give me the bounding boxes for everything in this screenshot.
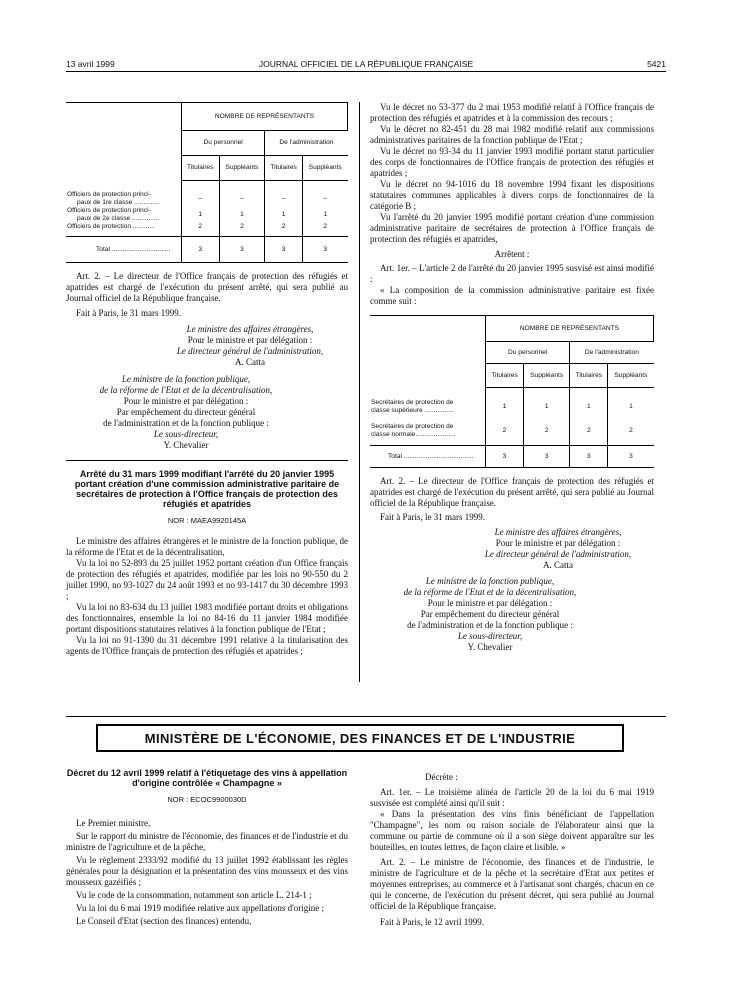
table-col-header: Suppléants <box>608 364 654 388</box>
table-row: Officiers de protection ............ 2 2 2 2 <box>66 223 348 237</box>
section-rule <box>66 716 666 717</box>
article-1-text: « La composition de la commission administrative paritaire est fixée comme suit : <box>370 285 654 306</box>
table-row: Officiers de protection princi- paux de 2e classe ............... 1 1 1 1 <box>66 207 348 223</box>
table-header: NOMBRE DE REPRÉSENTANTS <box>182 103 348 131</box>
signature-block: Le ministre de la fonction publique, de la réforme de l'Etat et de la décentralisation, Pour le ministre et par délégation : Par empêchement du directeur général de l'administration et de la fonction publique : Le sous-directeur, Y. Chevalier <box>403 576 577 652</box>
table-group-header: De l'administration <box>570 342 654 364</box>
table-col-header: Titulaires <box>486 364 524 388</box>
paragraph: Vu le décret no 93-34 du 11 janvier 1993 modifié portant statut particulier des corps de fonctionnaires de l'Office français de protection des réfugiés et apatrides ; <box>370 146 654 178</box>
table-row: Secrétaires de protection de classe supérieure ................ 1 1 1 1 <box>370 396 654 418</box>
signature-block: Le ministre de la fonction publique, de la réforme de l'Etat et de la décentralisation, Pour le ministre et par délégation : Par empêchement du directeur général de l'administration et de la fonction publique : Le sous-directeur, Y. Chevalier <box>99 374 273 450</box>
table-total-row: Total ...................................... 3 3 3 3 <box>370 446 654 468</box>
table-header: NOMBRE DE REPRÉSENTANTS <box>486 316 654 342</box>
paragraph: Vu l'arrêté du 20 janvier 1995 modifié portant création d'une commission administrative paritaire de secrétaires de protection à l'Office français de protection des réfugiés et apatrides, <box>370 212 654 244</box>
paragraph: Vu le règlement 2333/92 modifié du 13 juillet 1992 établissant les règles générales pour la désignation et la présentation des vins mousseux et des vins mousseux gazéifiés ; <box>66 855 348 887</box>
article-2: Art. 2. – Le ministre de l'économie, des finances et de l'industrie, le ministre de l'agriculture et de la pêche et la secrétaire d'Etat aux petites et moyennes entreprises, au commerce et à l'artisanat sont chargés, chacun en ce qui le concerne, de l'exécution du présent décret, qui sera publié au Journal officiel de la République française. <box>370 857 654 911</box>
table-group-header: Du personnel <box>486 342 570 364</box>
paragraph: Vu la loi no 83-634 du 13 juillet 1983 modifiée portant droits et obligations des fonctionnaires, ensemble la loi no 84-16 du 11 janvier 1984 modifiée portant dispositions statutaires relatives à la fonction publique de l'Etat ; <box>66 602 348 634</box>
fait-date: Fait à Paris, le 31 mars 1999. <box>380 512 485 522</box>
fait-date: Fait à Paris, le 31 mars 1999. <box>76 308 181 318</box>
table-total-row: Total ................................ 3 3 3 3 <box>66 237 348 263</box>
paragraph: Vu la loi no 52-893 du 25 juillet 1952 portant création d'un Office français de protection des réfugiés et apatrides, modifiée par les lois no 90-550 du 2 juillet 1990, no 93-1027 du 24 août 1993 et no 93-1417 du 30 décembre 1993 ; <box>66 558 348 601</box>
paragraph: Vu la loi du 6 mai 1919 modifiée relative aux appellations d'origine ; <box>76 903 325 913</box>
paragraph: Vu le décret no 53-377 du 2 mai 1953 modifié relatif à l'Office français de protection des réfugiés et apatrides et à la commission des recours ; <box>370 102 654 123</box>
article-1: Art. 1er. – Le troisième alinéa de l'article 20 de la loi du 6 mai 1919 susvisée est complété ainsi qu'il suit : <box>370 787 654 808</box>
article-2: Art. 2. – Le directeur de l'Office français de protection des réfugiés et apatrides est chargé de l'exécution du présent arrêté, qui sera publié au Journal officiel de la République française. <box>66 271 348 303</box>
arrete-title: Arrêté du 31 mars 1999 modifiant l'arrêté du 20 janvier 1995 portant création d'une commission administrative paritaire de secrétaires de protection à l'Office français de protection des réfugiés et apatrides <box>74 469 340 509</box>
table-col-header: Titulaires <box>570 364 608 388</box>
header-journal-title: JOURNAL OFFICIEL DE LA RÉPUBLIQUE FRANÇAISE <box>258 59 474 69</box>
table-col-header: Suppléants <box>302 156 347 181</box>
paragraph: « Dans la présentation des vins finis bénéficiant de l'appellation "Champagne", les nom ou raison sociale de l'élaborateur ainsi que la commune ou partie de commune où il a son siège doivent apparaître sur les bouteilles, en toutes lettres, de façon claire et lisible. » <box>370 809 654 852</box>
arretent: Arrêtent : <box>494 249 530 259</box>
table-row: Secrétaires de protection de classe normale...................... 2 2 2 2 <box>370 418 654 446</box>
article-1: Art. 1er. – L'article 2 de l'arrêté du 20 janvier 1995 susvisé est ainsi modifié : <box>370 263 654 284</box>
header-page-number: 5421 <box>647 59 666 69</box>
separator <box>66 460 348 461</box>
right-column <box>370 102 654 653</box>
nor-reference: NOR : MAEA9920145A <box>167 516 247 525</box>
article-2: Art. 2. – Le directeur de l'Office français de protection des réfugiés et apatrides est chargé de l'exécution du présent arrêté, qui sera publié au Journal officiel de la République française. <box>370 476 654 508</box>
paragraph: Le Premier ministre, <box>76 818 151 828</box>
page-header <box>66 59 666 71</box>
table-col-header: Titulaires <box>182 156 220 181</box>
header-date: 13 avril 1999 <box>66 59 115 69</box>
paragraph: Sur le rapport du ministre de l'économie, des finances et de l'industrie et du ministre de l'agriculture et de la pêche, <box>66 831 348 852</box>
table-col-header: Suppléants <box>523 364 569 388</box>
table-group-header: De l'administration <box>265 131 348 156</box>
table-row: Officiers de protection princi- paux de 1re classe .............. – – – – <box>66 191 348 207</box>
paragraph: Vu le code de la consommation, notamment son article L. 214-1 ; <box>76 890 312 900</box>
table-group-header: Du personnel <box>182 131 265 156</box>
representatives-table-1 <box>66 102 348 263</box>
nor-reference: NOR : ECOC9900030D <box>167 795 247 804</box>
header-rule <box>66 71 666 72</box>
representatives-table-2 <box>370 315 654 468</box>
fait-date: Fait à Paris, le 12 avril 1999. <box>380 917 484 927</box>
paragraph: Vu le décret no 82-451 du 28 mai 1982 modifié relatif aux commissions administratives paritaires de la fonction publique de l'Etat ; <box>370 124 654 145</box>
paragraph: Vu le décret no 94-1016 du 18 novembre 1994 fixant les dispositions statutaires communes applicables à divers corps de fonctionnaires de la catégorie B ; <box>370 179 654 211</box>
paragraph: Le Conseil d'Etat (section des finances) entendu, <box>76 916 252 926</box>
decree-left-column <box>66 768 348 927</box>
signature-block: Le ministre des affaires étrangères, Pour le ministre et par délégation : Le directeur général de l'administration, A. Catta <box>484 527 632 570</box>
left-column <box>66 102 348 657</box>
decrete: Décrète : <box>425 772 458 782</box>
column-divider <box>359 102 360 682</box>
table-col-header: Suppléants <box>219 156 265 181</box>
signature-block: Le ministre des affaires étrangères, Pour le ministre et par délégation : Le directeur général de l'administration, A. Catta <box>176 324 324 367</box>
table-col-header: Titulaires <box>265 156 303 181</box>
paragraph: Le ministre des affaires étrangères et le ministre de la fonction publique, de la réforme de l'Etat et de la décentralisation, <box>66 536 348 557</box>
decree-title: Décret du 12 avril 1999 relatif à l'étiquetage des vins à appellation d'origine contrôlée « Champagne » <box>66 768 348 788</box>
ministry-banner: MINISTÈRE DE L'ÉCONOMIE, DES FINANCES ET DE L'INDUSTRIE <box>96 724 624 752</box>
paragraph: Vu la loi no 91-1390 du 31 décembre 1991 relative à la titularisation des agents de l'Office français de protection des réfugiés et apatrides ; <box>66 635 348 656</box>
decree-right-column <box>370 772 654 928</box>
